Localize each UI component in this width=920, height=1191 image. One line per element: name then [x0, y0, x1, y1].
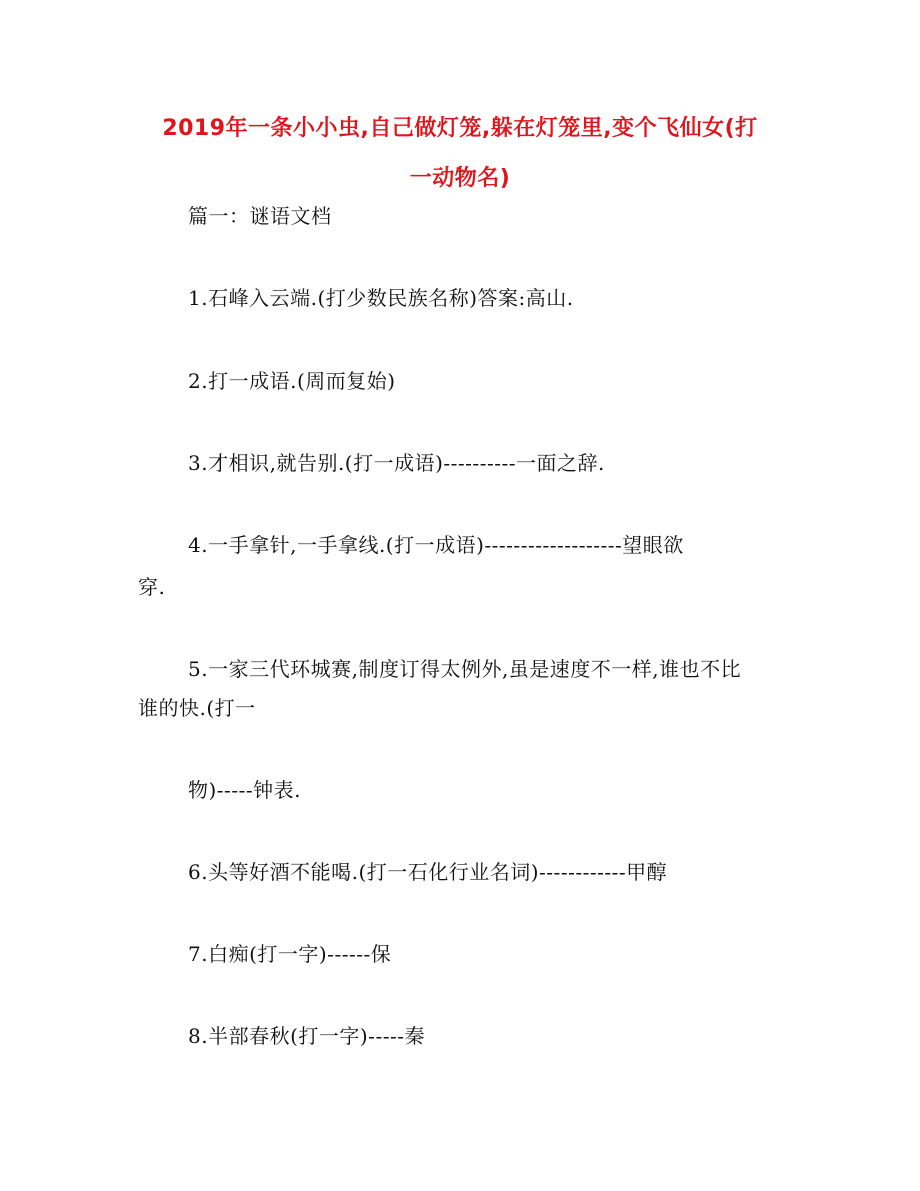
riddle-5: 5.一家三代环城赛,制度订得太例外,虽是速度不一样,谁也不比 [188, 657, 742, 681]
riddle-6: 6.头等好酒不能喝.(打一石化行业名词)------------甲醇 [188, 860, 668, 884]
document-title [120, 104, 800, 204]
riddle-4: 4.一手拿针,一手拿线.(打一成语)-------------------望眼欲 [188, 533, 684, 557]
riddle-3: 3.才相识,就告别.(打一成语)----------一面之辞. [188, 451, 605, 475]
title-line-1: 2019年一条小小虫,自己做灯笼,躲在灯笼里,变个飞仙女(打 [162, 116, 758, 141]
riddle-4-continued: 穿. [138, 575, 166, 599]
riddle-5-continued: 谁的快.(打一 [138, 696, 256, 720]
section-heading: 篇一：谜语文档 [188, 204, 332, 228]
riddle-7: 7.白痴(打一字)------保 [188, 942, 392, 966]
riddle-5-answer: 物)-----钟表. [188, 778, 301, 802]
riddle-2: 2.打一成语.(周而复始) [188, 369, 396, 393]
riddle-1: 1.石峰入云端.(打少数民族名称)答案:高山. [188, 286, 574, 310]
title-line-2: 一动物名) [409, 166, 511, 191]
riddle-8: 8.半部春秋(打一字)-----秦 [188, 1024, 425, 1048]
